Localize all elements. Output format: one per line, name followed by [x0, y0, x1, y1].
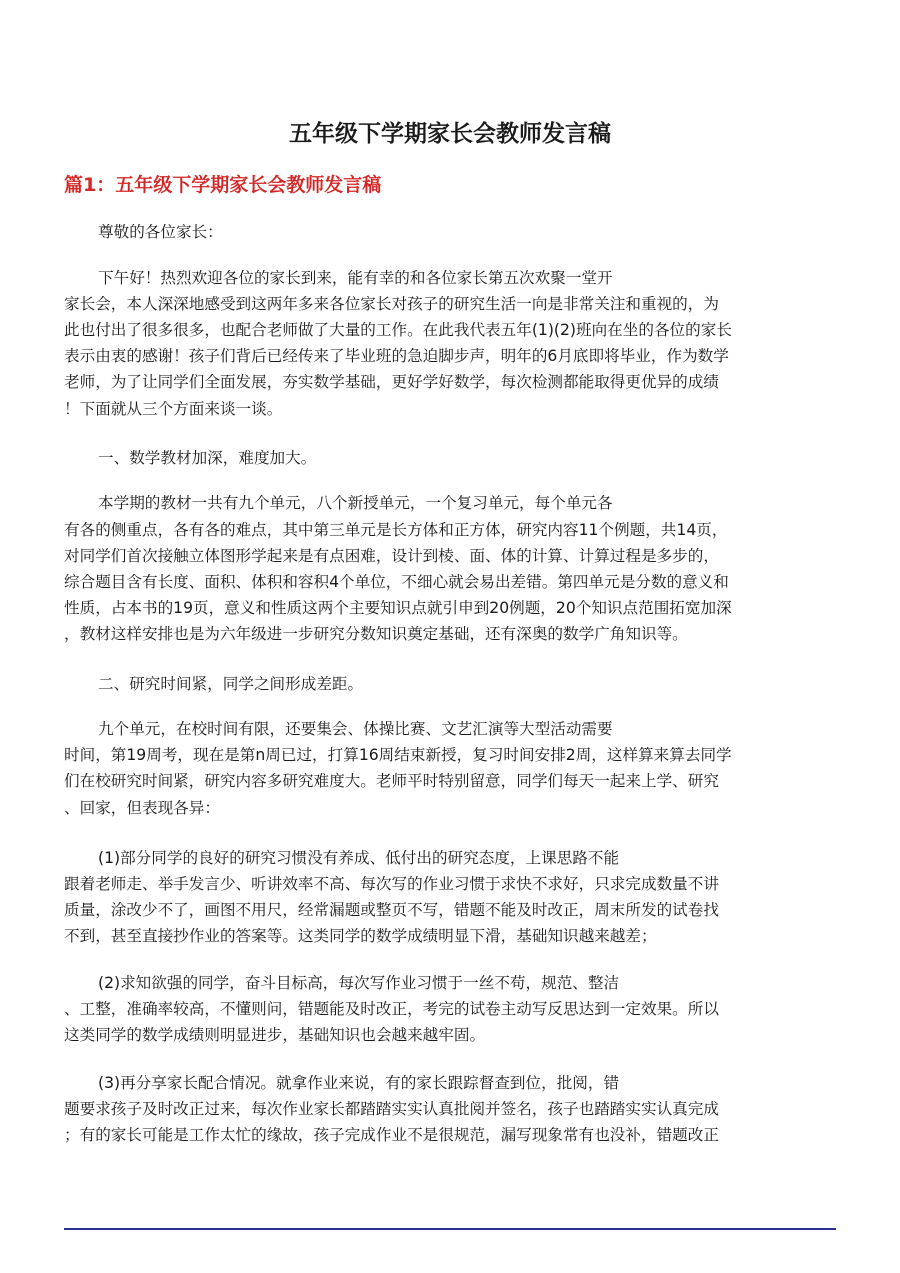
salutation: 尊敬的各位家长：	[98, 223, 223, 241]
paragraph-line: 时间，第19周考，现在是第n周已过，打算16周结束新授，复习时间安排2周，这样算来算去同学	[64, 746, 732, 764]
paragraph-line: 表示由衷的感谢！孩子们背后已经传来了毕业班的急迫脚步声，明年的6月底即将毕业，作为数学	[64, 347, 729, 365]
subsection-heading: 一、数学教材加深，难度加大。	[98, 449, 317, 467]
paragraph-line: 本学期的教材一共有九个单元，八个新授单元，一个复习单元，每个单元各	[98, 494, 613, 512]
paragraph-line: 们在校研究时间紧，研究内容多研究难度大。老师平时特别留意，同学们每天一起来上学、研究	[64, 772, 719, 790]
subsection-heading: 二、研究时间紧，同学之间形成差距。	[98, 675, 364, 693]
paragraph-line: 质量，涂改少不了，画图不用尺，经常漏题或整页不写，错题不能及时改正，周末所发的试卷找	[64, 901, 719, 919]
section-heading: 篇1：五年级下学期家长会教师发言稿	[64, 174, 382, 196]
paragraph-line: (2)求知欲强的同学，奋斗目标高，每次写作业习惯于一丝不苟，规范、整洁	[98, 974, 620, 992]
footer-divider	[64, 1228, 836, 1230]
paragraph-line: 综合题目含有长度、面积、体积和容积4个单位，不细心就会易出差错。第四单元是分数的意义和	[64, 573, 729, 591]
paragraph-line: 家长会，本人深深地感受到这两年多来各位家长对孩子的研究生活一向是非常关注和重视的，为	[64, 295, 719, 313]
paragraph-line: (1)部分同学的良好的研究习惯没有养成、低付出的研究态度，上课思路不能	[98, 849, 620, 867]
paragraph-line: 这类同学的数学成绩则明显进步，基础知识也会越来越牢固。	[64, 1026, 486, 1044]
paragraph-line: (3)再分享家长配合情况。就拿作业来说，有的家长跟踪督查到位，批阅，错	[98, 1074, 620, 1092]
paragraph-line: 题要求孩子及时改正过来，每次作业家长都踏踏实实认真批阅并签名，孩子也踏踏实实认真完成	[64, 1100, 719, 1118]
paragraph-line: 老师，为了让同学们全面发展，夯实数学基础，更好学好数学，每次检测都能取得更优异的成绩	[64, 373, 719, 391]
paragraph-line: 有各的侧重点，各有各的难点，其中第三单元是长方体和正方体，研究内容11个例题，共14页，	[64, 521, 728, 539]
paragraph-line: ，教材这样安排也是为六年级进一步研究分数知识奠定基础，还有深奥的数学广角知识等。	[64, 625, 688, 643]
paragraph-line: 此也付出了很多很多，也配合老师做了大量的工作。在此我代表五年(1)(2)班向在坐的各位的家长	[64, 321, 732, 339]
paragraph-line: 、回家，但表现各异：	[64, 799, 220, 817]
paragraph-line: 下午好！热烈欢迎各位的家长到来，能有幸的和各位家长第五次欢聚一堂开	[98, 269, 613, 287]
document-title: 五年级下学期家长会教师发言稿	[289, 121, 611, 147]
paragraph-line: 对同学们首次接触立体图形学起来是有点困难，设计到棱、面、体的计算、计算过程是多步的，	[64, 547, 719, 565]
paragraph-line: 跟着老师走、举手发言少、听讲效率不高、每次写的作业习惯于求快不求好，只求完成数量不讲	[64, 875, 719, 893]
paragraph-line: 九个单元，在校时间有限，还要集会、体操比赛、文艺汇演等大型活动需要	[98, 720, 613, 738]
paragraph-line: 不到，甚至直接抄作业的答案等。这类同学的数学成绩明显下滑，基础知识越来越差；	[64, 927, 657, 945]
paragraph-line: ！下面就从三个方面来谈一谈。	[64, 400, 283, 418]
paragraph-line: ；有的家长可能是工作太忙的缘故，孩子完成作业不是很规范，漏写现象常有也没补，错题改正	[64, 1126, 719, 1144]
paragraph-line: 、工整，准确率较高，不懂则问，错题能及时改正，考完的试卷主动写反思达到一定效果。所以	[64, 1000, 719, 1018]
paragraph-line: 性质，占本书的19页，意义和性质这两个主要知识点就引申到20例题，20个知识点范围拓宽加深	[64, 599, 732, 617]
